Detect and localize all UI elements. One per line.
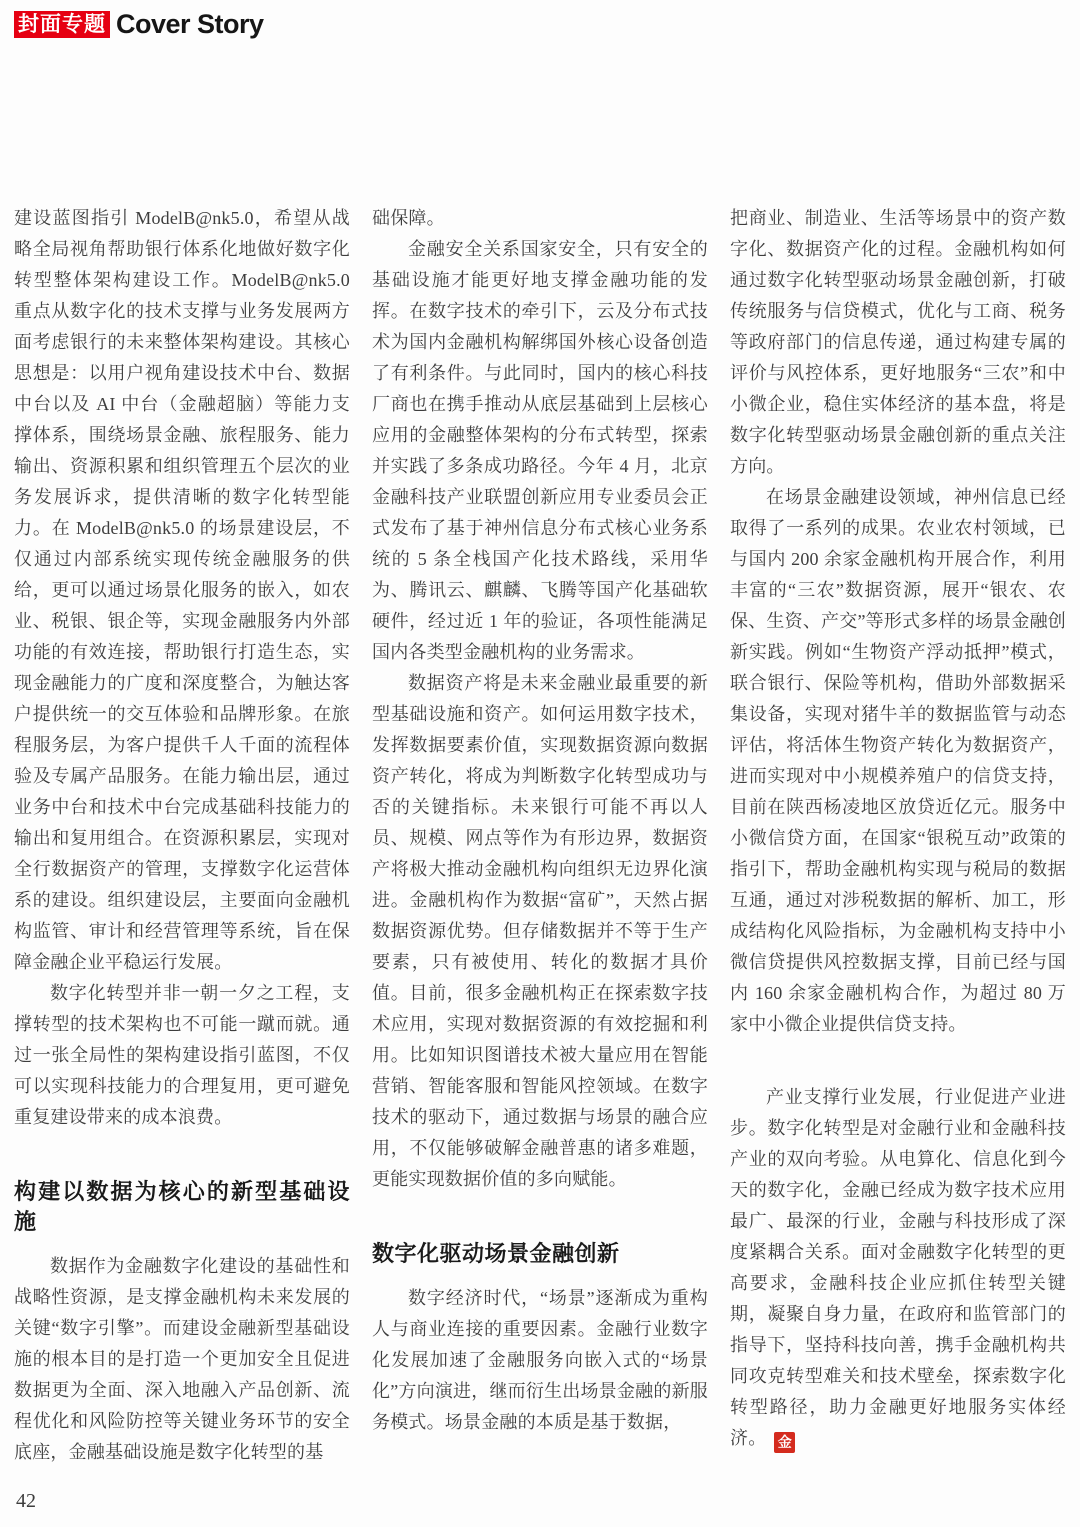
article-columns (14, 203, 1066, 1472)
column-1 (14, 203, 350, 1472)
column-3 (730, 203, 1066, 1472)
page-number: 42 (16, 1490, 36, 1512)
paragraph: 数字经济时代，“场景”逐渐成为重构人与商业连接的重要因素。金融行业数字化发展加速了金融服务向嵌入式的“场景化”方向演进，继而衍生出场景金融的新服务模式。场景金融的本质是基于数据， (372, 1288, 708, 1432)
paragraph: 础保障。 (372, 208, 445, 228)
paragraph: 金融安全关系国家安全，只有安全的基础设施才能更好地支撑金融功能的发挥。在数字技术的牵引下，云及分布式技术为国内金融机构解绑国外核心设备创造了有利条件。与此同时，国内的核心科技厂商也在携手推动从底层基础到上层核心应用的金融整体架构的分布式转型，探索并实践了多条成功路径。今年 4 月，北京金融科技产业联盟创新应用专业委员会正式发布了基于神州信息分布式核心业务系统的 5 条全栈国产化技术路线，采用华为、腾讯云、麒麟、飞腾等国产化基础软硬件，经过近 1 年的验证，各项性能满足国内各类型金融机构的业务需求。 (372, 239, 708, 662)
section-heading-scene-finance: 数字化驱动场景金融创新 (372, 1241, 620, 1266)
paragraph: 把商业、制造业、生活等场景中的资产数字化、数据资产化的过程。金融机构如何通过数字化转型驱动场景金融创新，打破传统服务与信贷模式，优化与工商、税务等政府部门的信息传递，通过构建专属的评价与风控体系，更好地服务“三农”和中小微企业，稳住实体经济的基本盘，将是数字化转型驱动场景金融创新的重点关注方向。 (730, 208, 1066, 476)
paragraph-final (730, 1082, 1066, 1454)
paragraph: 数据作为金融数字化建设的基础性和战略性资源，是支撑金融机构未来发展的关键“数字引擎”。而建设金融新型基础设施的根本目的是打造一个更加安全且促进数据更为全面、深入地融入产品创新、流程优化和风险防控等关键业务环节的安全底座，金融基础设施是数字化转型的基 (14, 1256, 350, 1462)
article-end-mark-icon: 金 (774, 1432, 795, 1453)
column-2 (372, 203, 708, 1472)
paragraph: 建设蓝图指引 ModelB@nk5.0，希望从战略全局视角帮助银行体系化地做好数字化转型整体架构建设工作。ModelB@nk5.0 重点从数字化的技术支撑与业务发展两方面考虑银行的未来整体架构建设。其核心思想是：以用户视角建设技术中台、数据中台以及 AI 中台（金融超脑）等能力支撑体系，围绕场景金融、旅程服务、能力输出、资源积累和组织管理五个层次的业务发展诉求，提供清晰的数字化转型能力。在 ModelB@nk5.0 的场景建设层，不仅通过内部系统实现传统金融服务的供给，更可以通过场景化服务的嵌入，如农业、税银、银企等，实现金融服务内外部功能的有效连接，帮助银行打造生态，实现金融能力的广度和深度整合，为触达客户提供统一的交互体验和品牌形象。在旅程服务层，为客户提供千人千面的流程体验及专属产品服务。在能力输出层，通过业务中台和技术中台完成基础科技能力的输出和复用组合。在资源积累层，实现对全行数据资产的管理，支撑数字化运营体系的建设。组织建设层，主要面向金融机构监管、审计和经营管理等系统，旨在保障金融企业平稳运行发展。 (14, 208, 350, 972)
page-header (14, 11, 264, 38)
section-badge-cn: 封面专题 (14, 11, 110, 38)
paragraph: 数字化转型并非一朝一夕之工程，支撑转型的技术架构也不可能一蹴而就。通过一张全局性的架构建设指引蓝图，不仅可以实现科技能力的合理复用，更可避免重复建设带来的成本浪费。 (14, 983, 350, 1127)
paragraph: 数据资产将是未来金融业最重要的新型基础设施和资产。如何运用数字技术，发挥数据要素价值，实现数据资源向数据资产转化，将成为判断数字化转型成功与否的关键指标。未来银行可能不再以人员、规模、网点等作为有形边界，数据资产将极大推动金融机构向组织无边界化演进。金融机构作为数据“富矿”，天然占据数据资源优势。但存储数据并不等于生产要素，只有被使用、转化的数据才具价值。目前，很多金融机构正在探索数字技术应用，实现对数据资源的有效挖掘和利用。比如知识图谱技术被大量应用在智能营销、智能客服和智能风控领域。在数字技术的驱动下，通过数据与场景的融合应用，不仅能够破解金融普惠的诸多难题，更能实现数据价值的多向赋能。 (372, 673, 708, 1189)
section-title-en: Cover Story (116, 9, 264, 39)
section-heading-data-infrastructure: 构建以数据为核心的新型基础设施 (14, 1179, 350, 1234)
paragraph-text: 产业支撑行业发展，行业促进产业进步。数字化转型是对金融行业和金融科技产业的双向考验。从电算化、信息化到今天的数字化，金融已经成为数字技术应用最广、最深的行业，金融与科技形成了深度紧耦合关系。面对金融数字化转型的更高要求，金融科技企业应抓住转型关键期，凝聚自身力量，在政府和监管部门的指导下，坚持科技向善，携手金融机构共同攻克转型难关和技术壁垒，探索数字化转型路径，助力金融更好地服务实体经济。 (730, 1087, 1066, 1448)
paragraph: 在场景金融建设领域，神州信息已经取得了一系列的成果。农业农村领域，已与国内 200 余家金融机构开展合作，利用丰富的“三农”数据资源，展开“银农、农保、生资、产交”等形式多样的场景金融创新实践。例如“生物资产浮动抵押”模式，联合银行、保险等机构，借助外部数据采集设备，实现对猪牛羊的数据监管与动态评估，将活体生物资产转化为数据资产，进而实现对中小规模养殖户的信贷支持，目前在陕西杨凌地区放贷近亿元。服务中小微信贷方面，在国家“银税互动”政策的指引下，帮助金融机构实现与税局的数据互通，通过对涉税数据的解析、加工，形成结构化风险指标，为金融机构支持中小微信贷提供风控数据支撑，目前已经与国内 160 余家金融机构合作，为超过 80 万家中小微企业提供信贷支持。 (730, 487, 1066, 1034)
